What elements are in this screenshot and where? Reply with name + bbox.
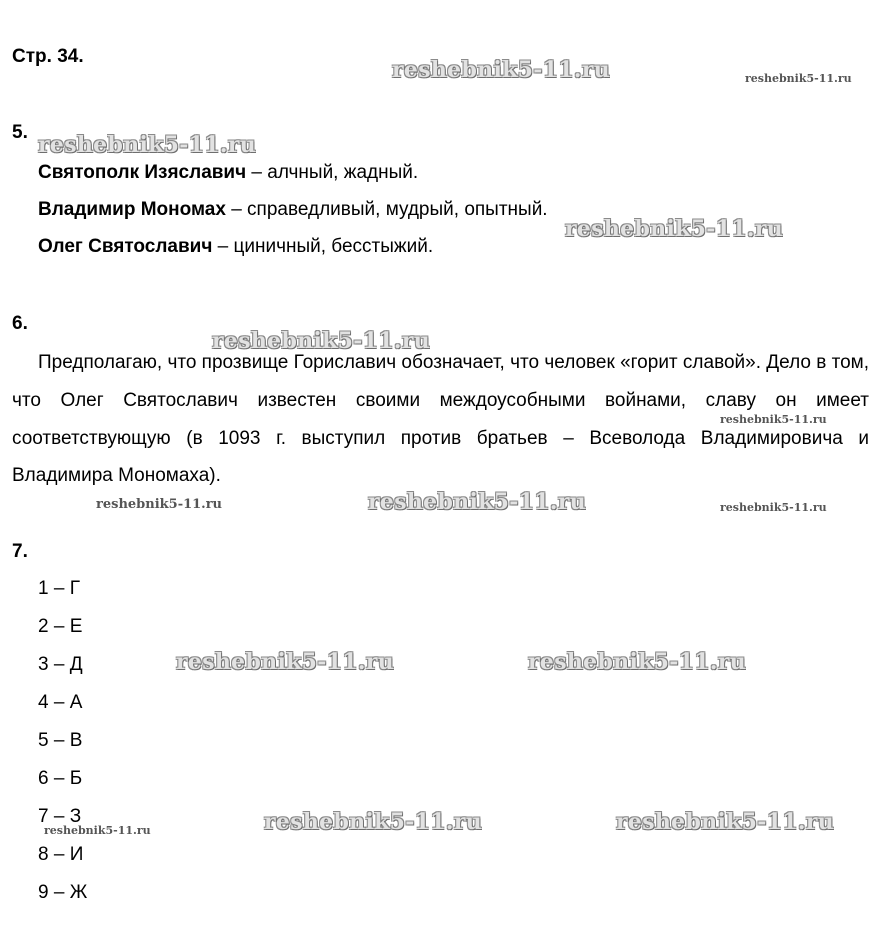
watermark: reshebnik5-11.ru bbox=[745, 72, 852, 85]
task-5-desc-3: – циничный, бесстыжий. bbox=[212, 236, 434, 257]
watermark: reshebnik5-11.ru bbox=[368, 489, 587, 515]
task-5-line-1 bbox=[38, 162, 418, 184]
watermark: reshebnik5-11.ru bbox=[264, 809, 483, 835]
task-7-answer-3: 3 – Д bbox=[38, 654, 83, 675]
task-6-paragraph: Предполагаю, что прозвище Гориславич обозначает, что человек «горит славой». Дело в том, что Олег Святославич известен своими междоусобными войнами, славу он имеет соответствующую (в 1093 г. выступил против братьев – Всеволода Владимировича и Владимира Мономаха). bbox=[12, 352, 869, 487]
watermark: reshebnik5-11.ru bbox=[720, 501, 827, 514]
task-5-number: 5. bbox=[12, 122, 28, 143]
watermark: reshebnik5-11.ru bbox=[616, 809, 835, 835]
task-7-answer-9: 9 – Ж bbox=[38, 882, 88, 903]
watermark: reshebnik5-11.ru bbox=[96, 497, 223, 512]
task-7-answer-2: 2 – Е bbox=[38, 616, 83, 637]
task-5-desc-1: – алчный, жадный. bbox=[246, 162, 419, 183]
watermark: reshebnik5-11.ru bbox=[720, 413, 827, 426]
task-5-desc-2: – справедливый, мудрый, опытный. bbox=[225, 199, 548, 220]
task-5-name-1: Святополк Изяславич bbox=[38, 162, 247, 183]
watermark: reshebnik5-11.ru bbox=[565, 216, 784, 242]
task-5-line-2 bbox=[38, 199, 548, 221]
task-7-answer-6: 6 – Б bbox=[38, 768, 83, 789]
watermark: reshebnik5-11.ru bbox=[212, 328, 431, 354]
task-7-answer-4: 4 – А bbox=[38, 692, 83, 713]
watermark: reshebnik5-11.ru bbox=[38, 132, 257, 158]
watermark: reshebnik5-11.ru bbox=[392, 57, 611, 83]
task-5-line-3 bbox=[38, 236, 433, 258]
page-header: Стр. 34. bbox=[12, 46, 84, 67]
task-5-name-3: Олег Святославич bbox=[38, 236, 213, 257]
task-5-name-2: Владимир Мономах bbox=[38, 199, 226, 220]
task-6-number: 6. bbox=[12, 313, 28, 334]
watermark: reshebnik5-11.ru bbox=[528, 649, 747, 675]
watermark: reshebnik5-11.ru bbox=[176, 649, 395, 675]
task-7-answer-5: 5 – В bbox=[38, 730, 83, 751]
task-7-answer-8: 8 – И bbox=[38, 844, 84, 865]
task-7-answer-1: 1 – Г bbox=[38, 578, 80, 599]
task-7-number: 7. bbox=[12, 541, 28, 562]
task-7-answer-7: 7 – З bbox=[38, 806, 82, 827]
watermark: reshebnik5-11.ru bbox=[44, 824, 151, 837]
